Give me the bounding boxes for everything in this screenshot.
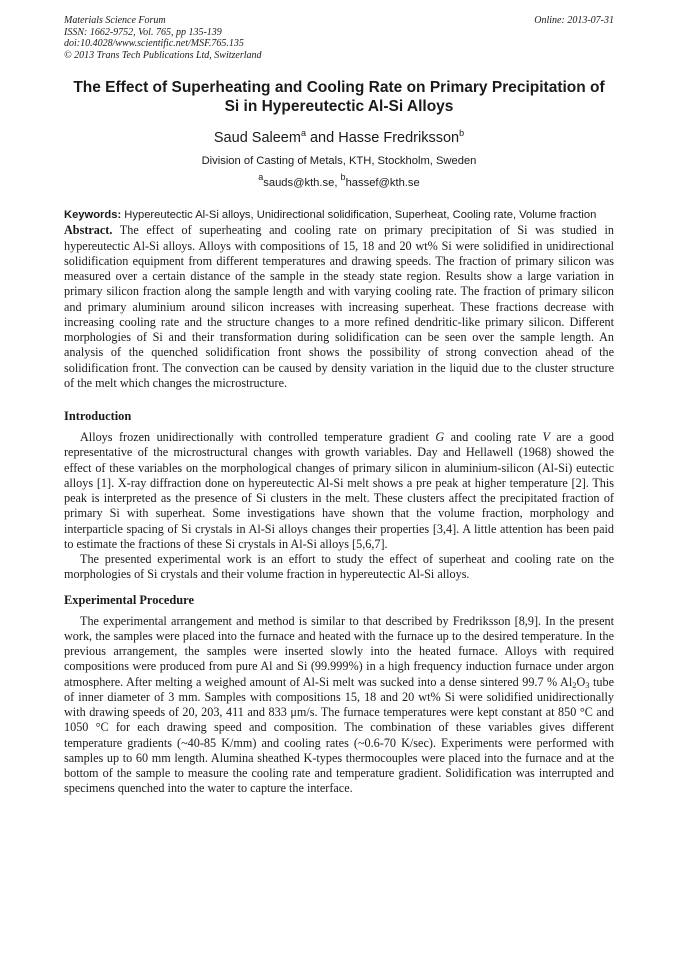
email-line: [64, 172, 614, 190]
author-2: Hasse Fredriksson: [338, 130, 460, 147]
subscript-2: 2: [572, 679, 577, 690]
doi-line: doi:10.4028/www.scientific.net/MSF.765.135: [64, 38, 244, 50]
email-a-sup: a: [258, 172, 264, 183]
issn-line: ISSN: 1662-9752, Vol. 765, pp 135-139: [64, 26, 222, 38]
keywords-label: Keywords:: [64, 209, 122, 222]
author-and: and: [305, 130, 339, 147]
intro-p1-text-b: and cooling rate: [444, 430, 543, 445]
author-1: Saud Saleem: [213, 130, 301, 147]
email-separator: ,: [334, 177, 341, 190]
introduction-paragraph-2: The presented experimental work is an effort to study the effect of superheat and cooling rate on the morphologies of Si crystals and their volume fraction in hypereutectic Al-Si alloys.: [64, 552, 614, 582]
exp-text-a: The experimental arrangement and method is similar to that described by Fredriksson [8,9]. In the present work, the samples were placed into the furnace and heated with the furnace up to the desired temperature. In the previous arrangement, the samples were inserted slowly into the heated furnace. Alloys with required compositions were produced from pure Al and Si (99.999%) in a high frequency induction furnace under argon atmosphere. After melting a weighed amount of Al-Si melt was sucked into a dense sintered 99.7 % Al: [64, 613, 614, 689]
exp-text-b: tube of inner diameter of 3 mm. Samples with compositions 15, 18 and 20 wt% Si were solidified unidirectionally with drawing speeds of 20, 203, 411 and 833 μm/s. The furnace temperatures were kept constant at 850 °C and 1050 °C for each drawing speed and composition. The combination of these variables gives different temperature gradients (~40-85 K/mm) and cooling rates (~0.6-70 K/sec). Experiments were performed with samples up to 60 mm length. Alumina sheathed K-types thermocouples were placed into the furnace and at the bottom of the sample to measure the cooling rate and temperature gradient. Solidification was interrupted and specimens quenched into the water to capture the interface.: [64, 674, 615, 796]
online-date: Online: 2013-07-31: [534, 15, 614, 26]
author-2-sup: b: [459, 128, 465, 139]
introduction-paragraph-1: [64, 430, 614, 552]
cooling-rate-symbol: V: [542, 430, 550, 445]
paper-page: [64, 15, 614, 797]
abstract-text: The effect of superheating and cooling rate on primary precipitation of Si was studied in hypereutectic Al-Si alloys. Alloys with compositions of 15, 18 and 20 wt% Si were solidified in unidirectional solidification equipment from different temperatures and drawing speeds. The fraction of primary silicon was measured over a certain distance of the sample in the steady state region. Results show a large variation in primary silicon fraction along the sample length and with varying cooling rate. The fraction of primary silicon and primary aluminium around silicon increases with increasing superheat. These fractions decrease with increasing cooling rate and the structure changes to a more refined dendritic-like primary silicon. Different morphologies of Si and their transformation during solidification can be seen over the sample length. An analysis of the quenched solidification front shows the possibility of strong convection ahead of the solidification front. The convection can be caused by density variation in the liquid due to the cluster structure of the melt which changes the microstructure.: [64, 223, 614, 390]
author-1-sup: a: [300, 128, 306, 139]
experimental-heading: Experimental Procedure: [64, 592, 194, 607]
oxygen-symbol: O: [576, 674, 586, 689]
gradient-symbol: G: [435, 430, 445, 445]
journal-name: Materials Science Forum: [64, 15, 166, 26]
experimental-paragraph: [64, 614, 614, 797]
introduction-heading: Introduction: [64, 409, 132, 424]
abstract-label: Abstract.: [64, 223, 113, 238]
paper-title: The Effect of Superheating and Cooling Rate on Primary Precipitation of Si in Hypereutectic Al-Si Alloys: [73, 79, 605, 116]
email-b: hassef@kth.se: [345, 177, 420, 190]
affiliation: Division of Casting of Metals, KTH, Stockholm, Sweden: [201, 155, 477, 168]
keywords: [64, 208, 614, 223]
keywords-text: Hypereutectic Al-Si alloys, Unidirectional solidification, Superheat, Cooling rate, Volume fraction: [121, 209, 597, 222]
journal-header: [64, 15, 614, 61]
subscript-3: 3: [585, 679, 590, 690]
intro-p1-text-a: Alloys frozen unidirectionally with controlled temperature gradient: [80, 430, 436, 445]
intro-p1-text-c: are a good representative of the microstructural changes with growth variables. Day and Hellawell (1968) showed the effect of these variables on the morphological changes of primary silicon in aluminium-silicon (Al-Si) eutectic alloys [1]. X-ray diffraction done on hypereutectic Al-Si melt shows a pre peak at higher temperature [2]. This peak is interpreted as the presence of Si clusters in the melt. These clusters affect the precipitated fraction of primary Si with superheat. Some investigations have shown that the volume fraction, morphology and interparticle spacing of Si crystals in Al-Si alloys changes their properties [3,4]. A little attention has been paid to estimate the fractions of these Si crystals in Al-Si alloys [5,6,7].: [64, 430, 615, 551]
copyright-line: © 2013 Trans Tech Publications Ltd, Switzerland: [64, 49, 262, 61]
email-a: sauds@kth.se: [263, 177, 335, 190]
email-b-sup: b: [340, 172, 346, 183]
author-line: [64, 129, 614, 147]
abstract: [64, 223, 614, 391]
